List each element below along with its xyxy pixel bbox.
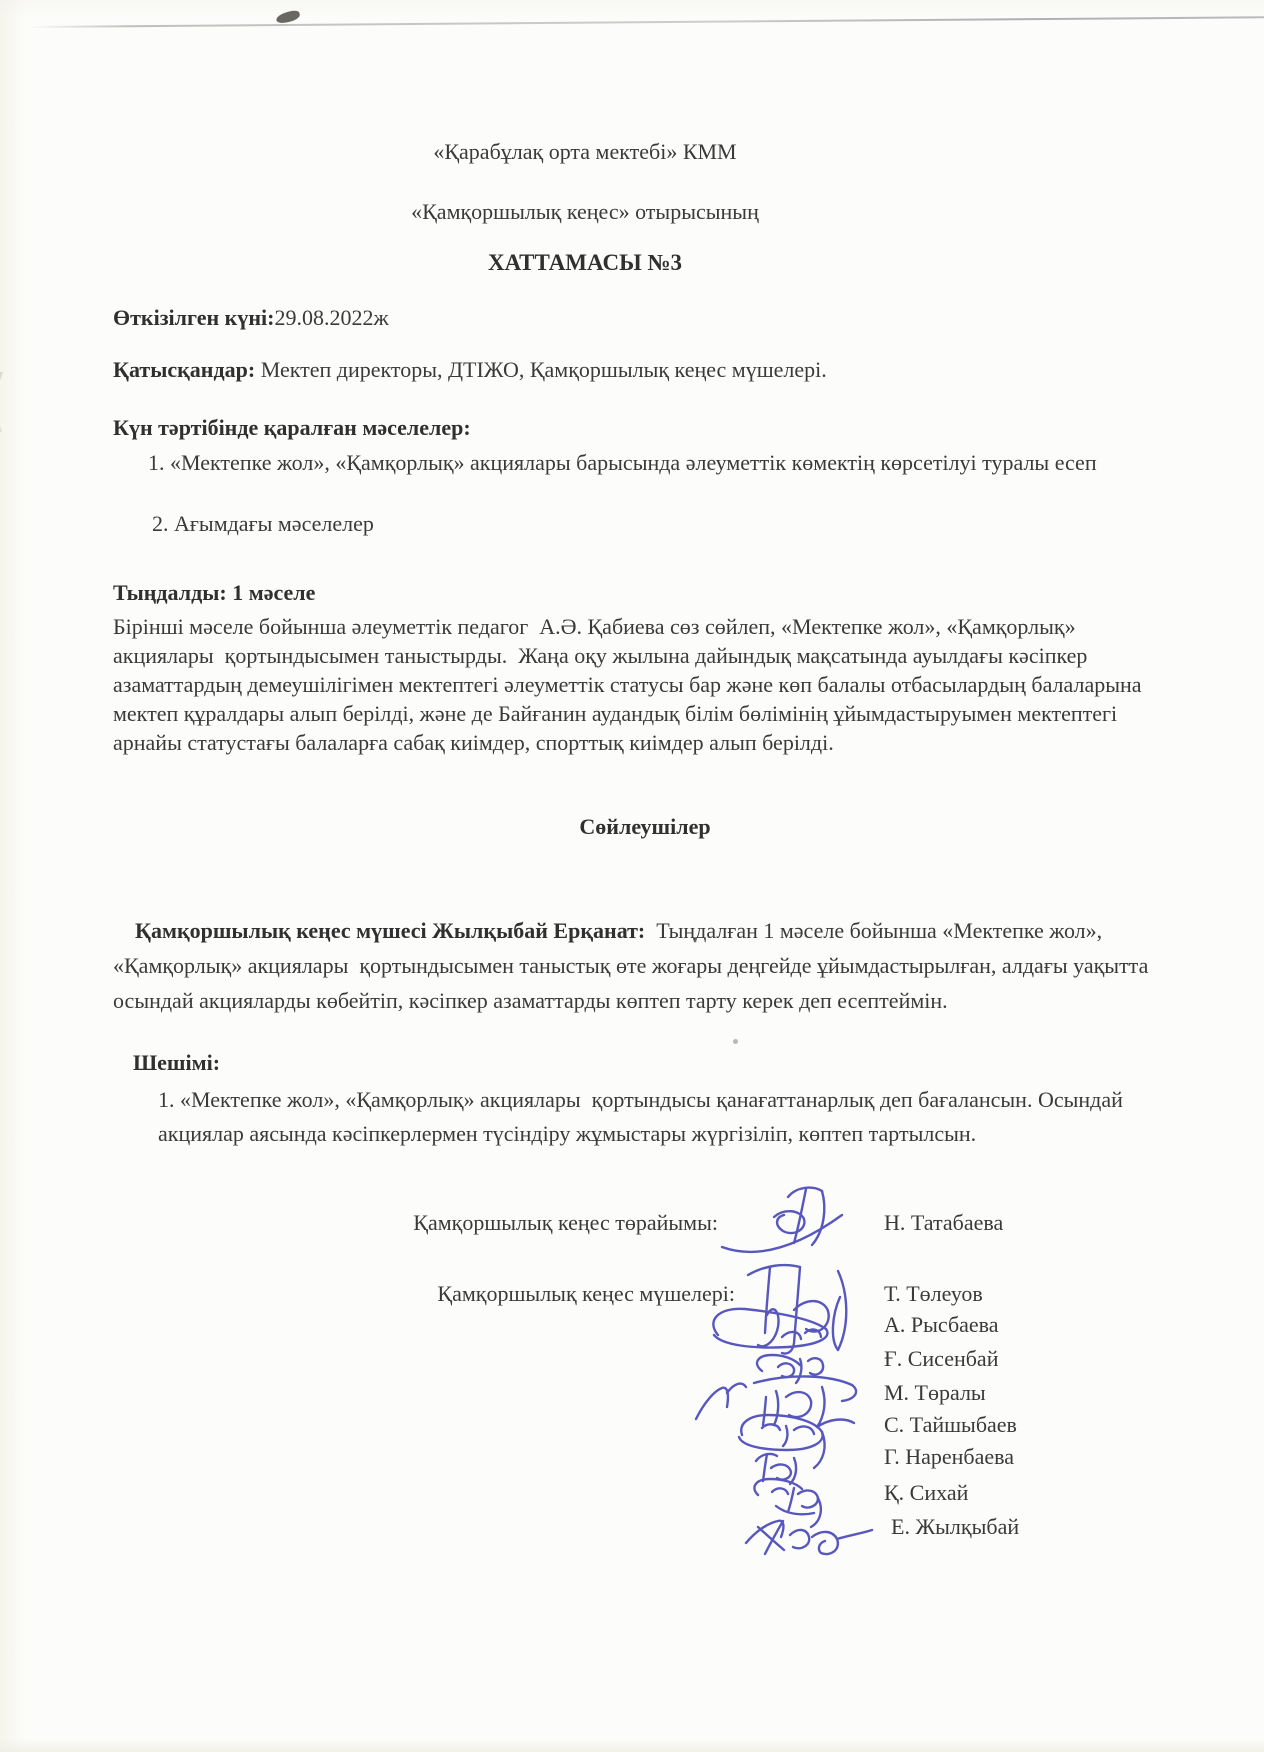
heard-heading: Тыңдалды: 1 мәселе [113,580,316,605]
member-signature-ink-7 [754,1479,820,1527]
chair-name: Н. Татабаева [884,1210,1004,1235]
members-signature-label: Қамқоршылық кеңес мүшелері: [437,1281,735,1306]
member-name-2: А. Рысбаева [884,1312,999,1337]
member-name-5: С. Тайшыбаев [884,1412,1017,1437]
member-signature-ink-4 [696,1376,856,1427]
member-name-1: Т. Төлеуов [884,1281,983,1306]
agenda-item-1: 1. «Мектепке жол», «Қамқорлық» акциялары барысында әлеуметтік көмектің көрсетілуі туралы есеп [148,450,1097,475]
agenda-item-2: 2. Ағымдағы мәселелер [152,511,374,536]
scan-line-artifact [30,16,1264,28]
member-name-3: Ғ. Сисенбай [884,1346,999,1371]
member-signature-ink-8 [746,1521,872,1554]
participants-value: Мектеп директоры, ДТІЖО, Қамқоршылық кеңес мүшелері. [255,357,827,382]
protocol-title: ХАТТАМАСЫ №3 [487,250,683,275]
decision-heading: Шешімі: [133,1050,221,1075]
member-name-4: М. Төралы [884,1380,986,1405]
speaker-name-label: Қамқоршылық кеңес мүшесі Жылқыбай Ерқанат: [135,918,646,943]
participants-line [113,357,1153,383]
date-value: 29.08.2022ж [274,305,389,330]
member-name-8: Е. Жылқыбай [891,1514,1020,1539]
left-edge-smudge-artifact [0,372,26,432]
member-signature-ink-2 [713,1309,827,1348]
speaker-paragraph [113,878,1158,1053]
participants-label: Қатысқандар: [113,357,256,382]
member-signature-ink-5 [739,1415,825,1468]
org-title: «Қарабұлақ орта мектебі» КММ [433,139,737,164]
ink-blob-artifact [275,9,301,25]
signatures-ink-column [670,1175,900,1575]
decision-item: 1. «Мектепке жол», «Қамқорлық» акциялары қортындысы қанағаттанарлық деп бағалансын. Осындай акциялар аясында кәсіпкерлермен түсіндіру жұмыстары жүргізіліп, көптеп тартылсын. [158,1087,1129,1146]
member-name-6: Г. Наренбаева [884,1444,1015,1469]
session-title: «Қамқоршылық кеңес» отырысының [411,199,759,224]
speakers-heading: Сөйлеушілер [579,814,711,839]
agenda-heading: Күн тәртібінде қаралған мәселелер: [113,415,471,440]
chair-signature-ink [722,1188,842,1252]
chair-signature-label: Қамқоршылық кеңес төрайымы: [413,1210,718,1235]
date-line [113,305,389,331]
heard-body: Бірінші мәселе бойынша әлеуметтік педагог А.Ә. Қабиева сөз сөйлеп, «Мектепке жол», «Қамқорлық» акциялары қортындысымен таныстырды. Жаңа оқу жылына дайындық мақсатында ауылдағы кәсіпкер азаматтардың демеушілігімен мектептегі әлеуметтік статусы бар және көп балалы отбасылардың балаларына мектеп құралдары алып берілді, және де Байғанин аудандық білім бөлімінің ұйымдастыруымен мектептегі арнайы статустағы балаларға сабақ киімдер, спорттық киімдер алып берілді. [113,614,1148,755]
date-label: Өткізілген күні: [113,305,275,330]
speaker-body: Тыңдалған 1 мәселе бойынша «Мектепке жол», «Қамқорлық» акциялары қортындысымен таныстық өте жоғары деңгейде ұйымдастырылған, алдағы уақытта осындай акцияларды көбейтіп, кәсіпкер азаматтарды көптеп тарту керек деп есептеймін. [113,918,1154,1013]
member-signature-ink-1 [748,1265,846,1353]
member-name-7: Қ. Сихай [884,1480,969,1505]
